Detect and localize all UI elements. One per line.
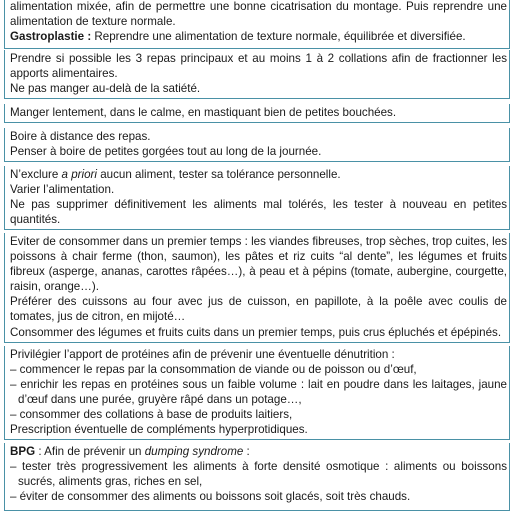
box-proteines [4,346,510,440]
a-priori-text: a priori [61,168,97,181]
proteines-item-1: – commencer le repas par la consommation de viande ou de poisson ou d’œuf, [10,363,417,377]
gastroplastie-label: Gastroplastie : [10,30,92,44]
nutrition-advice-page [4,0,507,516]
texture-text: alimentation mixée, afin de permettre une bonne cicatrisation du montage. Puis reprendre une alimentation de texture normale. [10,0,507,29]
box-repas [4,50,510,99]
exclure-text-1 [10,167,507,182]
box-bpg [4,443,510,511]
exclure-text-1a: N’exclure [10,168,62,181]
eviter-text-1: Eviter de consommer dans un premier temps : les viandes fibreuses, trop sèches, trop cuites, les poissons à chair ferme (thon, saumon), les pâtes et riz cuits “al dente”, les légumes et fruits fibreux (asperge, ananas, carottes râpées…), à peau et à pépins (tomate, aubergine, courgette, raisin, orange…). [10,235,507,294]
boire-text-1: Boire à distance des repas. [10,130,151,143]
gastroplastie-text: Reprendre une alimentation de texture normale, équilibrée et diversifiée. [91,30,466,44]
boire-text-2: Penser à boire de petites gorgées tout au long de la journée. [10,145,322,159]
gastroplastie-paragraph [10,29,507,44]
bpg-label: BPG [10,445,36,458]
manger-text: Manger lentement, dans le calme, en mastiquant bien de petites bouchées. [10,106,397,119]
box-manger [4,104,510,123]
exclure-text-2: Varier l’alimentation. [10,183,115,197]
repas-text-1: Prendre si possible les 3 repas principaux et au moins 1 à 2 collations afin de fractionner les apports alimentaires. [10,52,507,81]
proteines-item-3: – consommer des collations à base de produits laitiers, [10,408,293,422]
exclure-text-3: Ne pas supprimer définitivement les aliments mal tolérés, les tester à nouveau en petites quantités. [10,198,507,227]
repas-text-2: Ne pas manger au-delà de la satiété. [10,82,201,96]
proteines-prescription: Prescription éventuelle de compléments hyperprotidiques. [10,423,308,437]
proteines-intro: Privilégier l’apport de protéines afin de prévenir une éventuelle dénutrition : [10,348,395,361]
eviter-text-2: Préférer des cuissons au four avec jus de cuisson, en papillote, à la poêle avec coulis de tomates, jus de citron, en mijoté… [10,295,507,324]
dumping-syndrome-text: dumping syndrome [144,445,244,458]
bpg-intro-b: : [243,445,250,458]
bpg-intro-a: : Afin de prévenir un [35,445,145,458]
box-texture [4,0,510,49]
exclure-text-1b: aucun aliment, tester sa tolérance personnelle. [97,168,341,181]
box-boire [4,128,510,162]
bpg-item-1: – tester très progressivement les aliments à forte densité osmotique : aliments ou boissons sucrés, aliments gras, riches en sel, [10,460,507,489]
bpg-item-2: – éviter de consommer des aliments ou boissons soit glacés, soit très chauds. [10,490,411,504]
bpg-intro [10,444,507,459]
box-exclure [4,166,510,230]
box-eviter [4,233,510,343]
eviter-text-3: Consommer des légumes et fruits cuits dans un premier temps, puis crus épluchés et épépinés. [10,325,502,339]
proteines-item-2: – enrichir les repas en protéines sous un faible volume : lait en poudre dans les laitages, jaune d’œuf dans une purée, gruyère râpé dans un potage…, [10,378,507,407]
